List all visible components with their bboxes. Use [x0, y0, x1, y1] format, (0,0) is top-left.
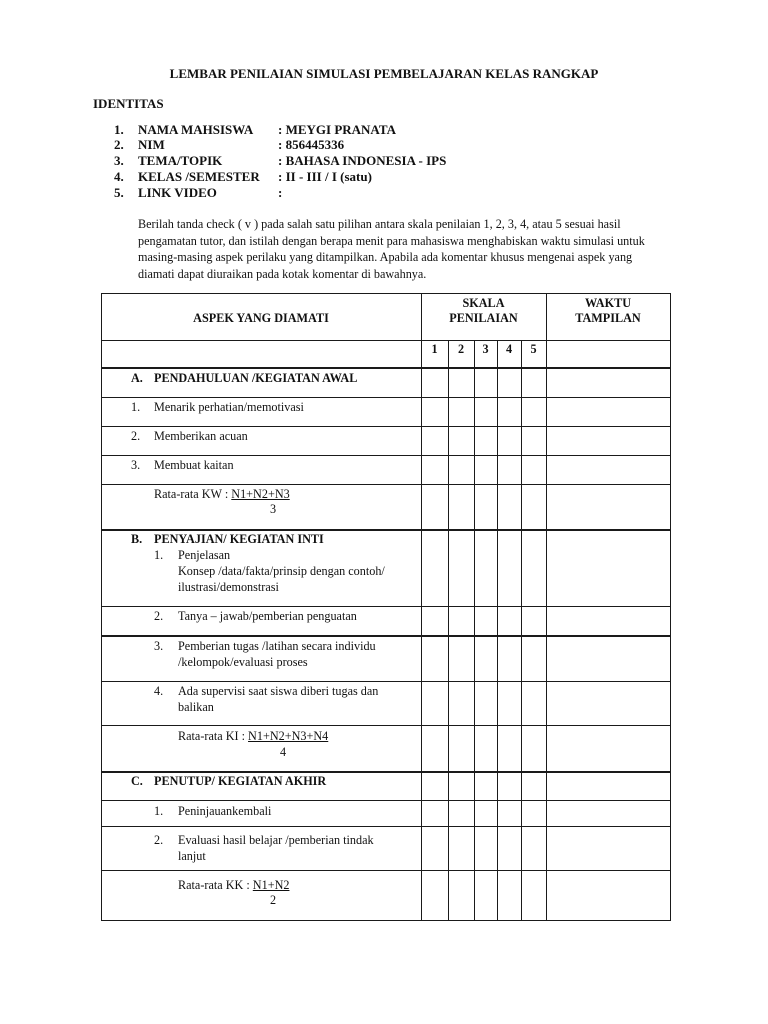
- scale-label: 5: [530, 342, 537, 356]
- section-b-letter: B.: [131, 532, 143, 546]
- item-num: 3.: [131, 458, 141, 472]
- item-text: Ada supervisi saat siswa diberi tugas dan: [178, 684, 379, 698]
- item-text: Menarik perhatian/memotivasi: [154, 400, 304, 414]
- identity-value: : 856445336: [278, 137, 345, 152]
- page-title: LEMBAR PENILAIAN SIMULASI PEMBELAJARAN KELAS RANGKAP: [169, 66, 599, 81]
- item-num: 1.: [154, 804, 164, 818]
- item-num: 3.: [154, 639, 164, 653]
- identity-num: 2.: [114, 137, 124, 152]
- item-text: Memberikan acuan: [154, 429, 248, 443]
- item-num: 2.: [131, 429, 141, 443]
- item-num: 1.: [131, 400, 141, 414]
- identity-value: : MEYGI PRANATA: [278, 122, 396, 137]
- item-text: balikan: [178, 700, 214, 714]
- item-text: Membuat kaitan: [154, 458, 234, 472]
- item-num: 4.: [154, 684, 164, 698]
- avg-kk-label: [178, 877, 289, 893]
- header-penilaian: PENILAIAN: [449, 311, 518, 325]
- avg-divisor: 2: [270, 893, 277, 907]
- header-waktu: WAKTU: [584, 296, 632, 310]
- identity-value: :: [278, 185, 283, 200]
- instruction-line: masing-masing aspek perilaku yang ditampilkan. Apabila ada komentar khusus mengenai aspek yang: [138, 250, 633, 264]
- item-num: 2.: [154, 833, 164, 847]
- avg-formula: N1+N2+N3+N4: [248, 729, 329, 743]
- section-b-title: PENYAJIAN/ KEGIATAN INTI: [154, 532, 324, 546]
- identity-label: NIM: [138, 137, 165, 152]
- identity-num: 5.: [114, 185, 124, 200]
- avg-ki-label: [178, 728, 328, 744]
- item-text: Penjelasan: [178, 548, 231, 562]
- identitas-heading: IDENTITAS: [93, 96, 164, 111]
- header-aspek: ASPEK YANG DIAMATI: [193, 311, 329, 325]
- instructions-paragraph: [138, 216, 683, 282]
- section-a-letter: A.: [131, 371, 143, 385]
- item-text: Peninjauankembali: [178, 804, 272, 818]
- section-c-title: PENUTUP/ KEGIATAN AKHIR: [154, 774, 327, 788]
- avg-formula: N1+N2: [252, 878, 290, 892]
- scale-label: 4: [505, 342, 513, 356]
- scale-label: 3: [482, 342, 489, 356]
- identity-label: NAMA MAHSISWA: [138, 122, 254, 137]
- avg-label: Rata-rata KW :: [154, 487, 232, 501]
- item-text: ilustrasi/demonstrasi: [178, 580, 279, 594]
- identity-value: : II - III / I (satu): [278, 169, 372, 184]
- avg-divisor: 4: [280, 745, 287, 759]
- avg-label: Rata-rata KK :: [178, 878, 253, 892]
- avg-kw-label: [154, 486, 290, 502]
- item-num: 2.: [154, 609, 164, 623]
- item-text: Konsep /data/fakta/prinsip dengan contoh/: [178, 564, 385, 578]
- item-text: /kelompok/evaluasi proses: [178, 655, 308, 669]
- instruction-line: diamati dapat diuraikan pada kotak komentar di bawahnya.: [138, 266, 427, 281]
- avg-formula: N1+N2+N3: [231, 487, 290, 501]
- identity-num: 1.: [114, 122, 124, 137]
- identity-num: 3.: [114, 153, 124, 168]
- header-skala: SKALA: [462, 296, 505, 310]
- avg-label: Rata-rata KI :: [178, 729, 249, 743]
- instruction-line: Berilah tanda check ( v ) pada salah satu pilihan antara skala penilaian 1, 2, 3, 4, atau 5 sesuai hasil: [138, 217, 621, 231]
- avg-divisor: 3: [270, 502, 277, 516]
- identity-label: KELAS /SEMESTER: [138, 169, 260, 184]
- section-a-title: PENDAHULUAN /KEGIATAN AWAL: [154, 371, 358, 385]
- item-text: Tanya – jawab/pemberian penguatan: [178, 609, 357, 623]
- item-text: Evaluasi hasil belajar /pemberian tindak: [178, 833, 374, 847]
- identity-label: TEMA/TOPIK: [138, 153, 223, 168]
- identity-num: 4.: [114, 169, 124, 184]
- item-text: lanjut: [178, 849, 206, 863]
- scale-label: 1: [431, 342, 438, 356]
- identity-value: : BAHASA INDONESIA - IPS: [278, 153, 447, 168]
- instruction-line: pengamatan tutor, dan istilah dengan berapa menit para mahasiswa menghabiskan waktu simulasi untuk: [138, 233, 645, 248]
- item-text: Pemberian tugas /latihan secara individu: [178, 639, 376, 653]
- section-c-letter: C.: [131, 774, 143, 788]
- header-tampilan: TAMPILAN: [575, 311, 641, 325]
- scale-label: 2: [457, 342, 465, 356]
- identity-label: LINK VIDEO: [138, 185, 217, 200]
- item-num: 1.: [154, 548, 164, 562]
